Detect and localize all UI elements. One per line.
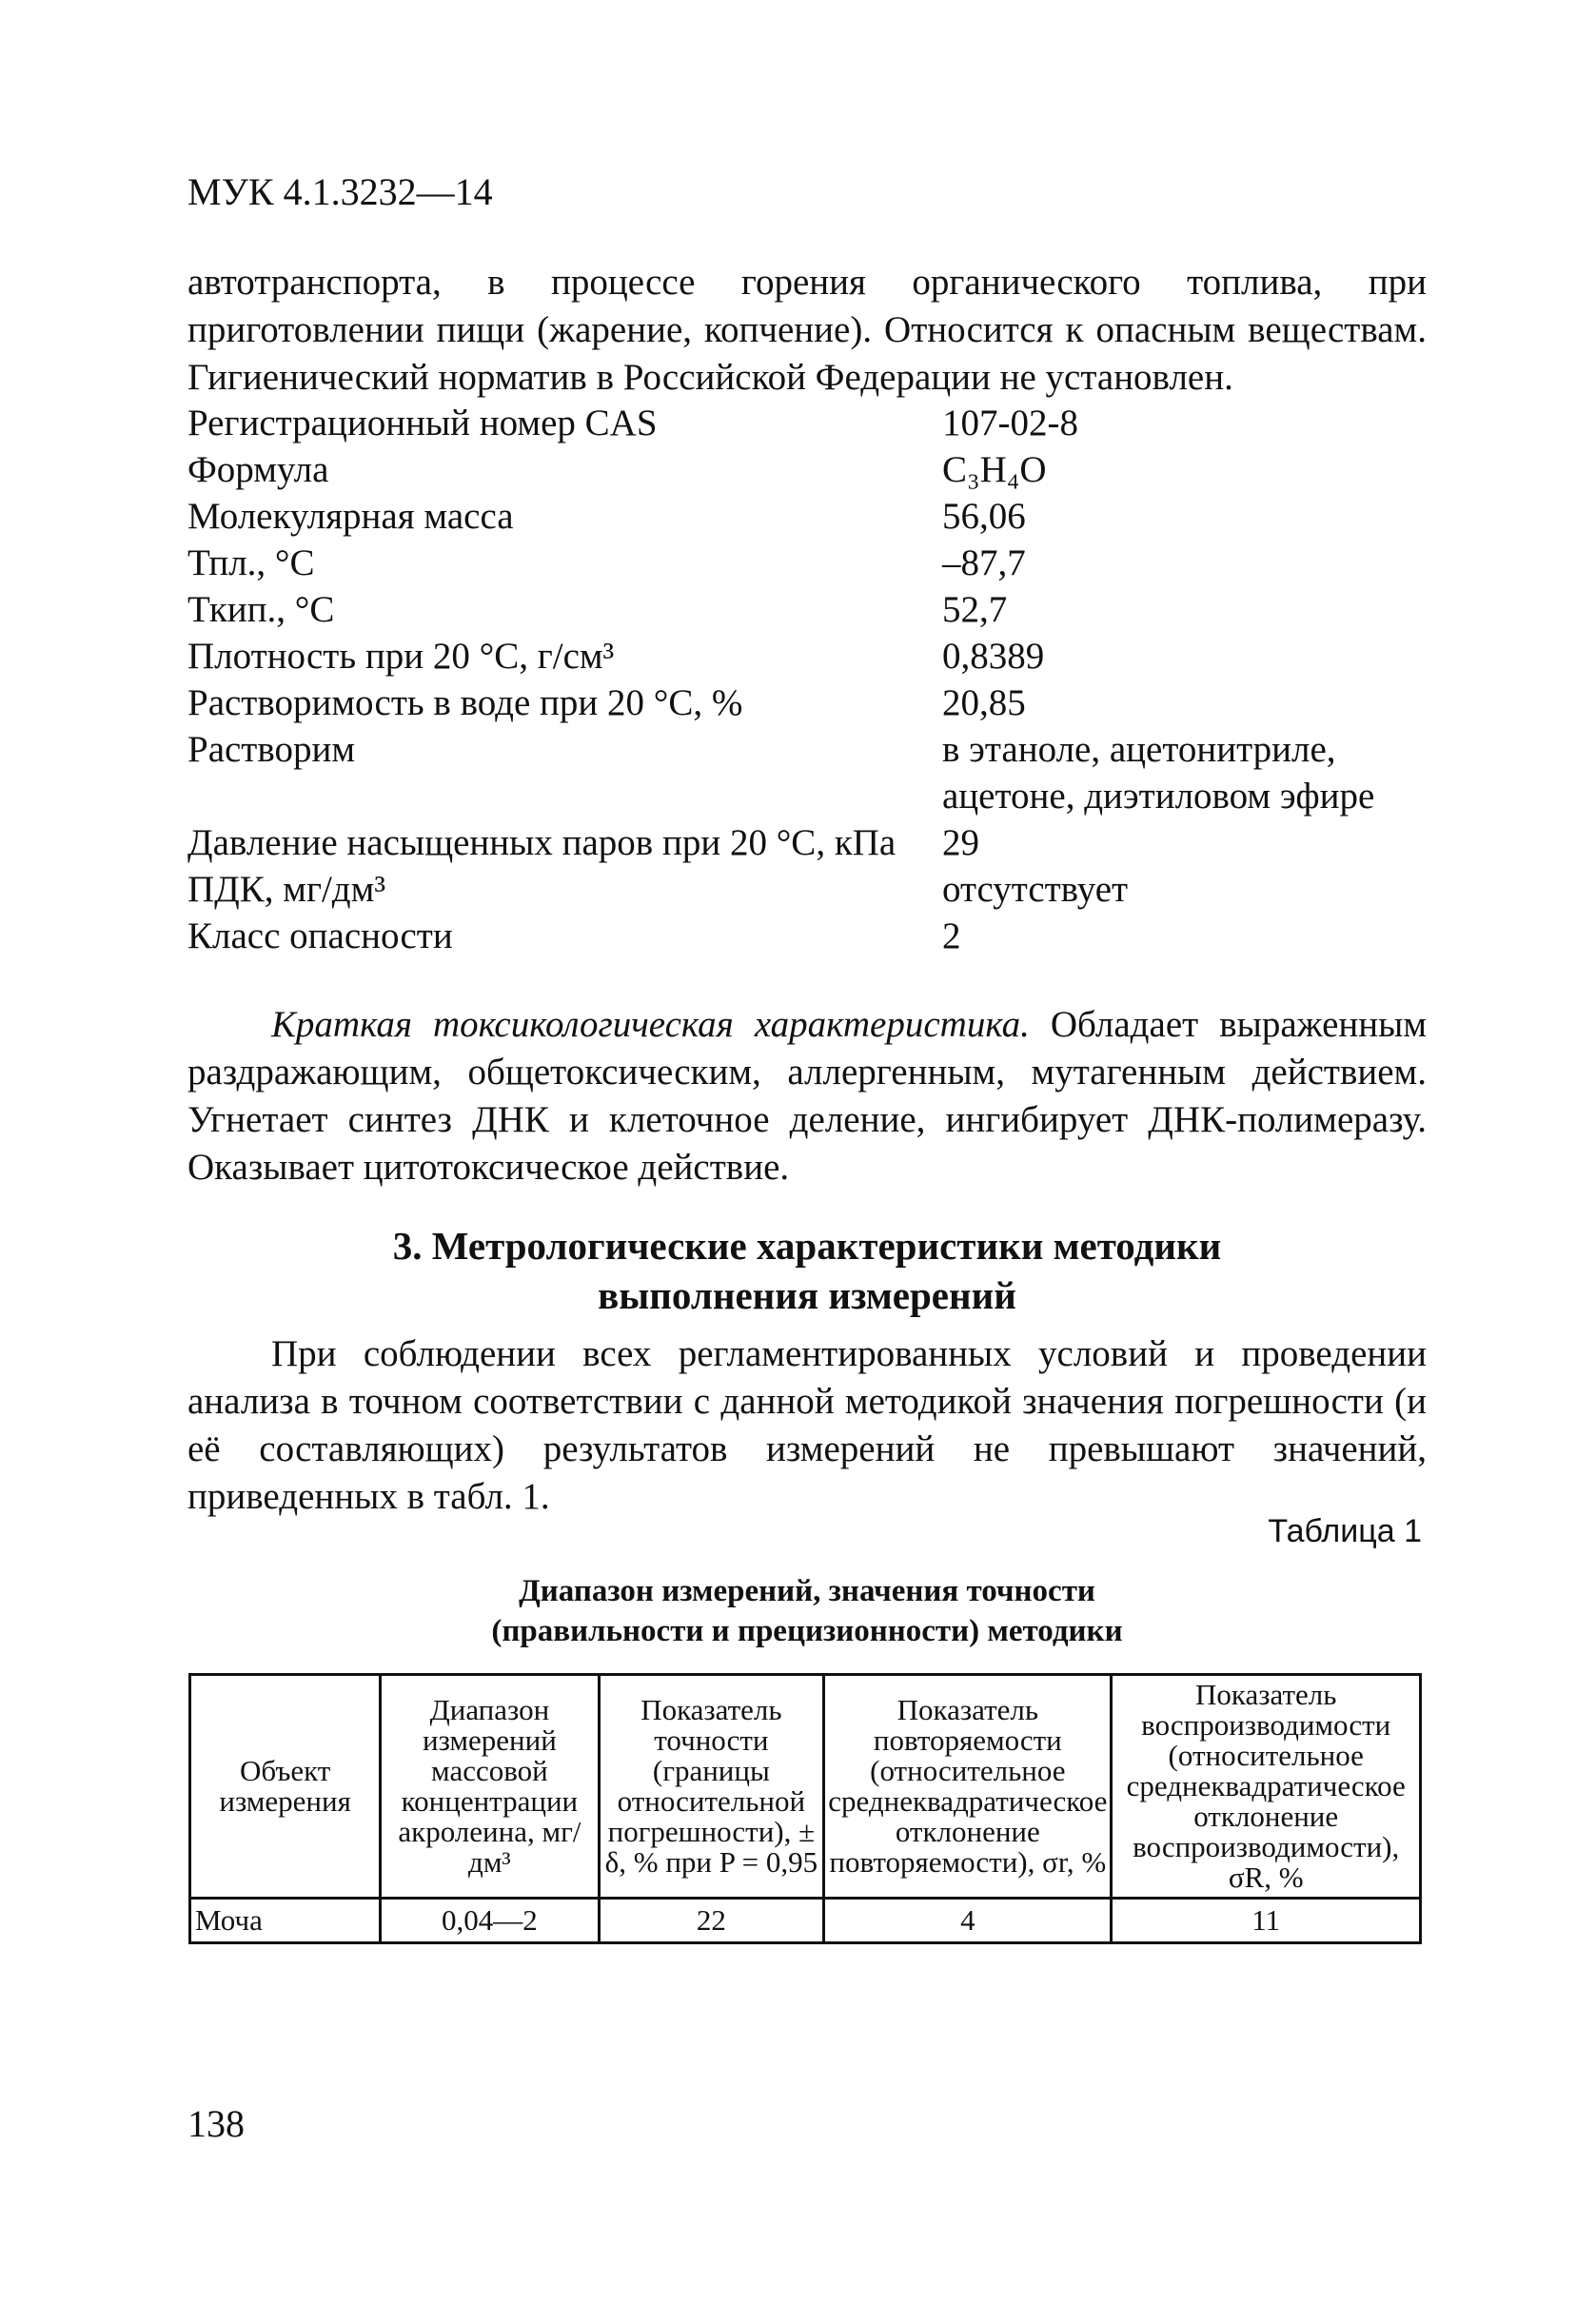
section-title-line-2: выполнения измерений: [598, 1273, 1016, 1317]
toxicology-paragraph: [187, 1001, 1427, 1191]
property-row: [187, 493, 1425, 540]
property-label: ПДК, мг/дм³: [187, 869, 386, 910]
property-label: Плотность при 20 °C, г/см³: [187, 636, 615, 677]
table-cell: 11: [1112, 1899, 1421, 1943]
column-header-object: Объект измерения: [190, 1675, 381, 1899]
property-value: 0,8389: [942, 636, 1045, 677]
property-row: [187, 866, 1425, 913]
property-row: [187, 679, 1425, 726]
property-value: 29: [942, 822, 979, 863]
properties-list: [187, 400, 1425, 959]
section-paragraph: При соблюдении всех регламентированных условий и проведении анализа в точном соответствии с данной методикой значения погрешности (и её составляющих) результатов измерений не превышают значений, приведенных в табл. 1.: [187, 1333, 1427, 1517]
toxicology-text: Обладает выраженным раздражающим, общетоксическим, аллергенным, мутагенным действием. Угнетает синтез ДНК и клеточное деление, ингибирует ДНК-полимеразу. Оказывает цитотоксическое действие.: [187, 1004, 1427, 1188]
property-row: [187, 726, 1425, 773]
table-header-row: [190, 1675, 1421, 1899]
table-number: Таблица 1: [1268, 1513, 1422, 1549]
intro-paragraph: автотранспорта, в процессе горения органического топлива, при приготовлении пищи (жарение, копчение). Относится к опасным веществам. Гигиенический норматив в Российской Федерации не установлен.: [187, 262, 1427, 398]
property-label: Формула: [187, 449, 329, 490]
column-header-reproducibility: Показатель воспроизводимости (относительное среднеквадратическое отклонение воспроизводимости), σR, %: [1112, 1675, 1421, 1899]
property-label: Тпл., °C: [187, 542, 315, 583]
property-value: отсутствует: [942, 869, 1129, 910]
property-label: Растворимость в воде при 20 °C, %: [187, 682, 743, 723]
property-label: Ткип., °C: [187, 589, 335, 630]
table-caption-line-2: (правильности и прецизионности) методики: [491, 1614, 1123, 1648]
property-value: –87,7: [942, 542, 1026, 583]
property-label: Растворим: [187, 729, 356, 770]
toxicology-lead: Краткая токсикологическая характеристика.: [271, 1004, 1030, 1045]
property-label: Регистрационный номер CAS: [187, 403, 658, 443]
section-title: [187, 1221, 1427, 1320]
property-value: 107-02-8: [942, 403, 1078, 443]
property-value: 2: [942, 916, 961, 956]
property-row: [187, 633, 1425, 679]
property-value: 52,7: [942, 589, 1008, 630]
property-row: [187, 586, 1425, 633]
table-caption-line-1: Диапазон измерений, значения точности: [519, 1574, 1095, 1608]
property-label: Давление насыщенных паров при 20 °C, кПа: [187, 822, 897, 863]
section-title-line-1: 3. Метрологические характеристики методики: [392, 1224, 1222, 1268]
property-label: Класс опасности: [187, 916, 453, 956]
property-row: [187, 913, 1425, 959]
table-cell: 22: [599, 1899, 824, 1943]
property-row: [187, 819, 1425, 866]
property-row: [187, 446, 1425, 493]
column-header-repeatability: Показатель повторяемости (относительное среднеквадратическое отклонение повторяемости), σr, %: [824, 1675, 1112, 1899]
page-number: 138: [187, 2102, 245, 2145]
property-value: в этаноле, ацетонитриле,: [942, 729, 1336, 770]
table-row: [190, 1899, 1421, 1943]
property-row: [187, 540, 1425, 586]
property-value: C₃H₄O: [942, 449, 1047, 490]
table-cell: 4: [824, 1899, 1112, 1943]
column-header-accuracy: Показатель точности (границы относительной погрешности), ± δ, % при P = 0,95: [599, 1675, 824, 1899]
document-header: МУК 4.1.3232—14: [187, 170, 493, 213]
property-label: Молекулярная масса: [187, 496, 514, 537]
property-row: [187, 400, 1425, 446]
property-value: 20,85: [942, 682, 1026, 723]
metrology-table: [188, 1673, 1422, 1944]
property-value: ацетоне, диэтиловом эфире: [942, 776, 1375, 817]
property-row: [187, 773, 1425, 819]
table-cell: 0,04—2: [381, 1899, 599, 1943]
property-value: 56,06: [942, 496, 1026, 537]
column-header-range: Диапазон измерений массовой концентрации акролеина, мг/дм³: [381, 1675, 599, 1899]
table-cell: Моча: [190, 1899, 381, 1943]
table-caption: [187, 1571, 1427, 1651]
